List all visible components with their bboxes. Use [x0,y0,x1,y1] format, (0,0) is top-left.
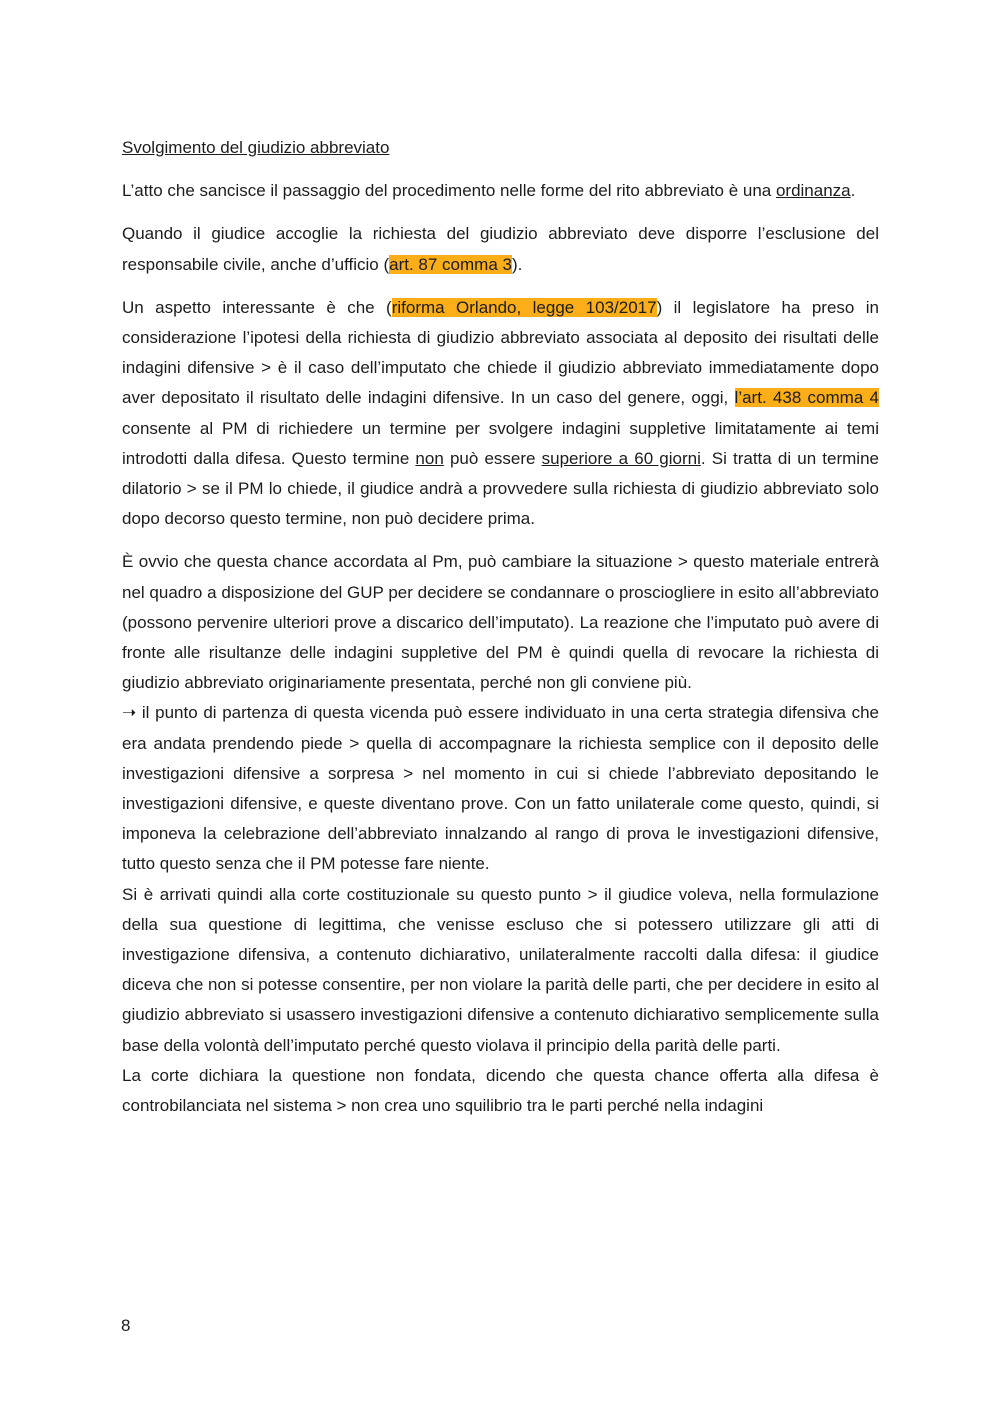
section-heading: Svolgimento del giudizio abbreviato [122,138,390,157]
document-body [122,133,879,1121]
p1-text-b: . [850,181,856,201]
paragraph-1 [122,176,879,206]
paragraph-4: È ovvio che questa chance accordata al Pm, può cambiare la situazione > questo materiale entrerà nel quadro a disposizione del GUP per decidere se condannare o prosciogliere in esito all’abbreviato (possono pervenire ulteriori prove a discarico dell’imputato). La reazione che l’imputato può avere di fronte alle risultanze delle indagini suppletive del PM è quindi quella di revocare la richiesta di giudizio abbreviato originariamente presentata, perché non gli conviene più. [122,552,879,693]
p3-text-b: ) il legislatore ha preso in considerazione l’ipotesi della richiesta di giudizio abbreviato associata al deposito dei risultati delle indagini difensive > è il caso dell’imputato che chiede il giudizio abbreviato immediatamente dopo aver depositato il risultato delle indagini difensive. In un caso del genere, oggi, [122,297,880,408]
p3-highlight-2: l’art. 438 comma 4 [734,388,879,408]
p3-text-e: . Si tratta di un termine dilatorio > se il PM lo chiede, il giudice andrà a provvedere sulla richiesta di giudizio abbreviato solo dopo decorso questo termine, non può decidere prima. [122,448,879,529]
p2-text-a: Quando il giudice accoglie la richiesta del giudizio abbreviato deve disporre l’esclusione del responsabile civile, anche d’ufficio ( [122,224,879,274]
paragraph-7: La corte dichiara la questione non fondata, dicendo che questa chance offerta alla difesa è controbilanciata nel sistema > non crea uno squilibrio tra le parti perché nella indagini [122,1065,879,1116]
p1-text-a: L’atto che sancisce il passaggio del procedimento nelle forme del rito abbreviato è una [122,181,776,201]
paragraph-2 [122,219,879,279]
p3-underlined-1: non [415,448,444,468]
p2-highlight: art. 87 comma 3 [389,254,512,274]
p1-underlined-term: ordinanza [775,181,851,201]
page-number: 8 [121,1316,131,1335]
paragraph-5: ➝ il punto di partenza di questa vicenda può essere individuato in una certa strategia difensiva che era andata prendendo piede > quella di accompagnare la richiesta semplice con il deposito delle investigazioni difensive a sorpresa > nel momento in cui si chiede l’abbreviato depositando le investigazioni difensive, e queste diventano prove. Con un fatto unilaterale come questo, quindi, si imponeva la celebrazione dell’abbreviato innalzando al rango di prova le investigazioni difensive, tutto questo senza che il PM potesse fare niente. [122,703,879,874]
paragraph-6: Si è arrivati quindi alla corte costituzionale su questo punto > il giudice voleva, nella formulazione della sua questione di legittima, che venisse escluso che si potessero utilizzare gli atti di investigazione difensiva, a contenuto dichiarativo, unilateralmente raccolti dalla difesa: il giudice diceva che non si potesse consentire, per non violare la parità delle parti, che per decidere in esito al giudizio abbreviato si usassero investigazioni difensive a contenuto dichiarativo semplicemente sulla base della volontà dell’imputato perché questo violava il principio della parità delle parti. [122,884,879,1055]
p2-text-b: ). [511,254,523,274]
p3-underlined-2: superiore a 60 giorni [541,448,701,468]
paragraph-3 [122,293,879,535]
p3-text-a: Un aspetto interessante è che ( [122,297,392,317]
p3-highlight-1: riforma Orlando, legge 103/2017 [391,297,657,317]
p3-text-c: consente al PM di richiedere un termine per svolgere indagini suppletive limitatamente ai temi introdotti dalla difesa. Questo termine [122,418,879,468]
p3-text-d: può essere [443,448,542,468]
